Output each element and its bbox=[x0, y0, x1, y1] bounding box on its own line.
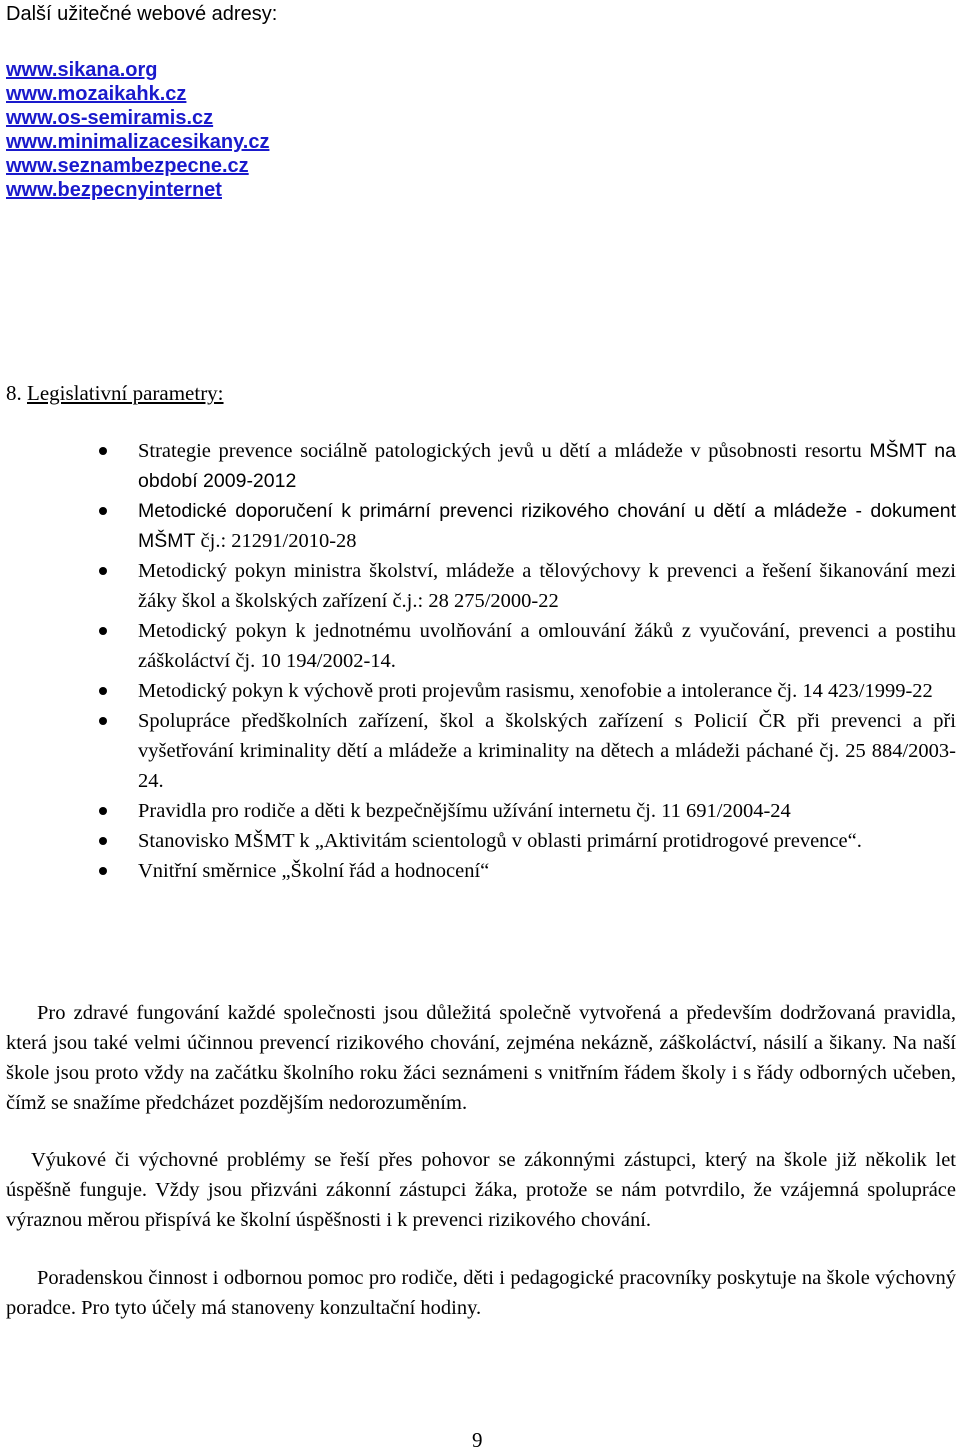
legislation-list bbox=[0, 436, 960, 886]
link-item bbox=[6, 106, 269, 130]
item-text-sans: Metodické doporučení k primární prevenci rizikového chování u dětí a mládeže - dokument MŠMT bbox=[138, 500, 956, 552]
link-item bbox=[6, 58, 269, 82]
bullet-icon bbox=[99, 837, 107, 845]
legislation-item bbox=[0, 856, 960, 886]
link-item bbox=[6, 130, 269, 154]
bullet-icon bbox=[99, 687, 107, 695]
item-text: Vnitřní směrnice „Školní řád a hodnocení“ bbox=[138, 860, 490, 882]
link-mozaikahk[interactable]: www.mozaikahk.cz bbox=[6, 83, 187, 105]
item-text: Pravidla pro rodiče a děti k bezpečnějšímu užívání internetu čj. 11 691/2004-24 bbox=[138, 800, 791, 822]
bullet-icon bbox=[99, 447, 107, 455]
bullet-icon bbox=[99, 567, 107, 575]
link-bezpecnyinternet[interactable]: www.bezpecnyinternet bbox=[6, 179, 222, 201]
item-text: Metodický pokyn k výchově proti projevům rasismu, xenofobie a intolerance čj. 14 423/1999-22 bbox=[138, 680, 933, 702]
paragraph-counseling: Poradenskou činnost i odbornou pomoc pro rodiče, děti i pedagogické pracovníky poskytuje na škole výchovný poradce. Pro tyto účely má stanoveny konzultační hodiny. bbox=[6, 1267, 956, 1319]
item-text: Strategie prevence sociálně patologických jevů u dětí a mládeže v působnosti resortu bbox=[138, 440, 870, 462]
link-os-semiramis[interactable]: www.os-semiramis.cz bbox=[6, 107, 214, 129]
link-item bbox=[6, 82, 269, 106]
legislation-item bbox=[0, 496, 960, 556]
useful-links-list bbox=[6, 58, 269, 202]
section-number: 8. bbox=[6, 381, 22, 405]
legislation-item bbox=[0, 556, 960, 616]
legislation-item bbox=[0, 796, 960, 826]
link-item bbox=[6, 178, 269, 202]
legislation-item bbox=[0, 706, 960, 796]
item-text: Spolupráce předškolních zařízení, škol a školských zařízení s Policií ČR při prevenci a při vyšetřování kriminality dětí a mládeže a kriminality na dětech a mládeži páchané čj. 25 884/2003-24. bbox=[138, 710, 956, 792]
link-sikana[interactable]: www.sikana.org bbox=[6, 59, 158, 81]
legislation-item bbox=[0, 826, 960, 856]
bullet-icon bbox=[99, 717, 107, 725]
item-text: Metodický pokyn k jednotnému uvolňování a omlouvání žáků z vyučování, prevenci a postihu záškoláctví čj. 10 194/2002-14. bbox=[138, 620, 956, 672]
bullet-icon bbox=[99, 807, 107, 815]
section-title: Legislativní parametry: bbox=[27, 381, 224, 405]
useful-links-heading: Další užitečné webové adresy: bbox=[6, 3, 278, 25]
item-text: Stanovisko MŠMT k „Aktivitám scientologů v oblasti primární protidrogové prevence“. bbox=[138, 830, 862, 852]
link-item bbox=[6, 154, 269, 178]
bullet-icon bbox=[99, 507, 107, 515]
bullet-icon bbox=[99, 867, 107, 875]
link-minimalizacesikany[interactable]: www.minimalizacesikany.cz bbox=[6, 131, 270, 153]
paragraph-problems: Výukové či výchovné problémy se řeší přes pohovor se zákonnými zástupci, který na škole již několik let úspěšně funguje. Vždy jsou přizváni zákonní zástupci žáka, protože se nám potvrdilo, že vzájemná spolupráce výraznou měrou přispívá ke školní úspěšnosti i k prevenci rizikového chování. bbox=[6, 1149, 956, 1231]
link-seznambezpecne[interactable]: www.seznambezpecne.cz bbox=[6, 155, 249, 177]
page-number: 9 bbox=[472, 1428, 483, 1452]
legislation-item bbox=[0, 676, 960, 706]
bullet-icon bbox=[99, 627, 107, 635]
legislation-item bbox=[0, 616, 960, 676]
legislation-item bbox=[0, 436, 960, 496]
item-text-tail: čj.: 21291/2010-28 bbox=[195, 530, 357, 552]
section-heading bbox=[6, 380, 224, 406]
paragraph-rules: Pro zdravé fungování každé společnosti jsou důležitá společně vytvořená a především dodržovaná pravidla, která jsou také velmi účinnou prevencí rizikového chování, zejména nekázně, záškoláctví, násilí a šikany. Na naší škole jsou proto vždy na začátku školního roku žáci seznámeni s vnitřním řádem školy i s řády odborných učeben, čímž se snažíme předcházet pozdějším nedorozuměním. bbox=[6, 1002, 956, 1114]
item-text-sans: MŠMT na období 2009-2012 bbox=[138, 440, 956, 492]
item-text: Metodický pokyn ministra školství, mládeže a tělovýchovy k prevenci a řešení šikanování mezi žáky škol a školských zařízení č.j.: 28 275/2000-22 bbox=[138, 560, 956, 612]
